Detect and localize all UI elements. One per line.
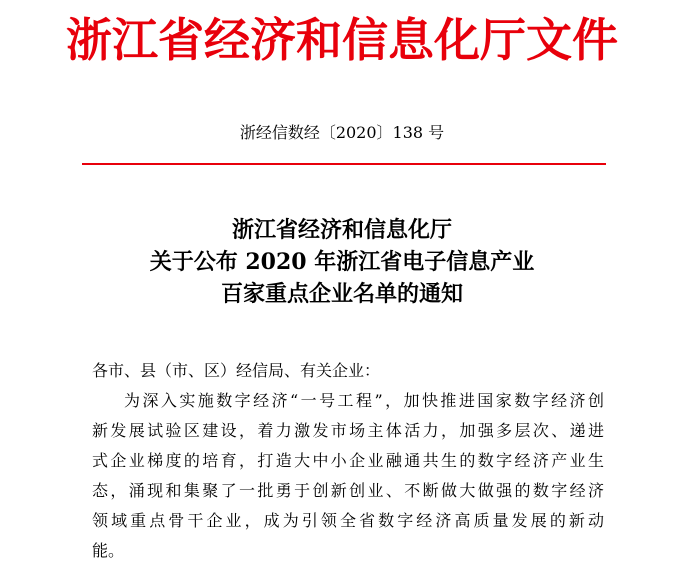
issuing-authority-header: 浙江省经济和信息化厅文件	[66, 13, 618, 67]
paragraph-line: 领域重点骨干企业，成为引领全省数字经济高质量发展的新动	[92, 511, 604, 530]
paragraph-line: 能。	[92, 541, 125, 560]
notice-title-line-3: 百家重点企业名单的通知	[220, 281, 463, 307]
document-number: 浙经信数经〔2020〕138 号	[239, 123, 445, 142]
paragraph-line: 为深入实施数字经济“一号工程”，加快推进国家数字经济创	[124, 391, 604, 410]
red-divider-line	[82, 163, 606, 165]
salutation: 各市、县（市、区）经信局、有关企业：	[92, 361, 381, 380]
paragraph-line: 新发展试验区建设，着力激发市场主体活力，加强多层次、递进	[92, 421, 604, 440]
notice-title-line-2: 关于公布 2020 年浙江省电子信息产业	[149, 249, 535, 275]
paragraph-line: 式企业梯度的培育，打造大中小企业融通共生的数字经济产业生	[92, 451, 604, 470]
paragraph-line: 态，涌现和集聚了一批勇于创新创业、不断做大做强的数字经济	[92, 481, 604, 500]
notice-title	[0, 214, 684, 310]
notice-title-line-1: 浙江省经济和信息化厅	[231, 217, 452, 243]
notice-body	[92, 356, 604, 566]
